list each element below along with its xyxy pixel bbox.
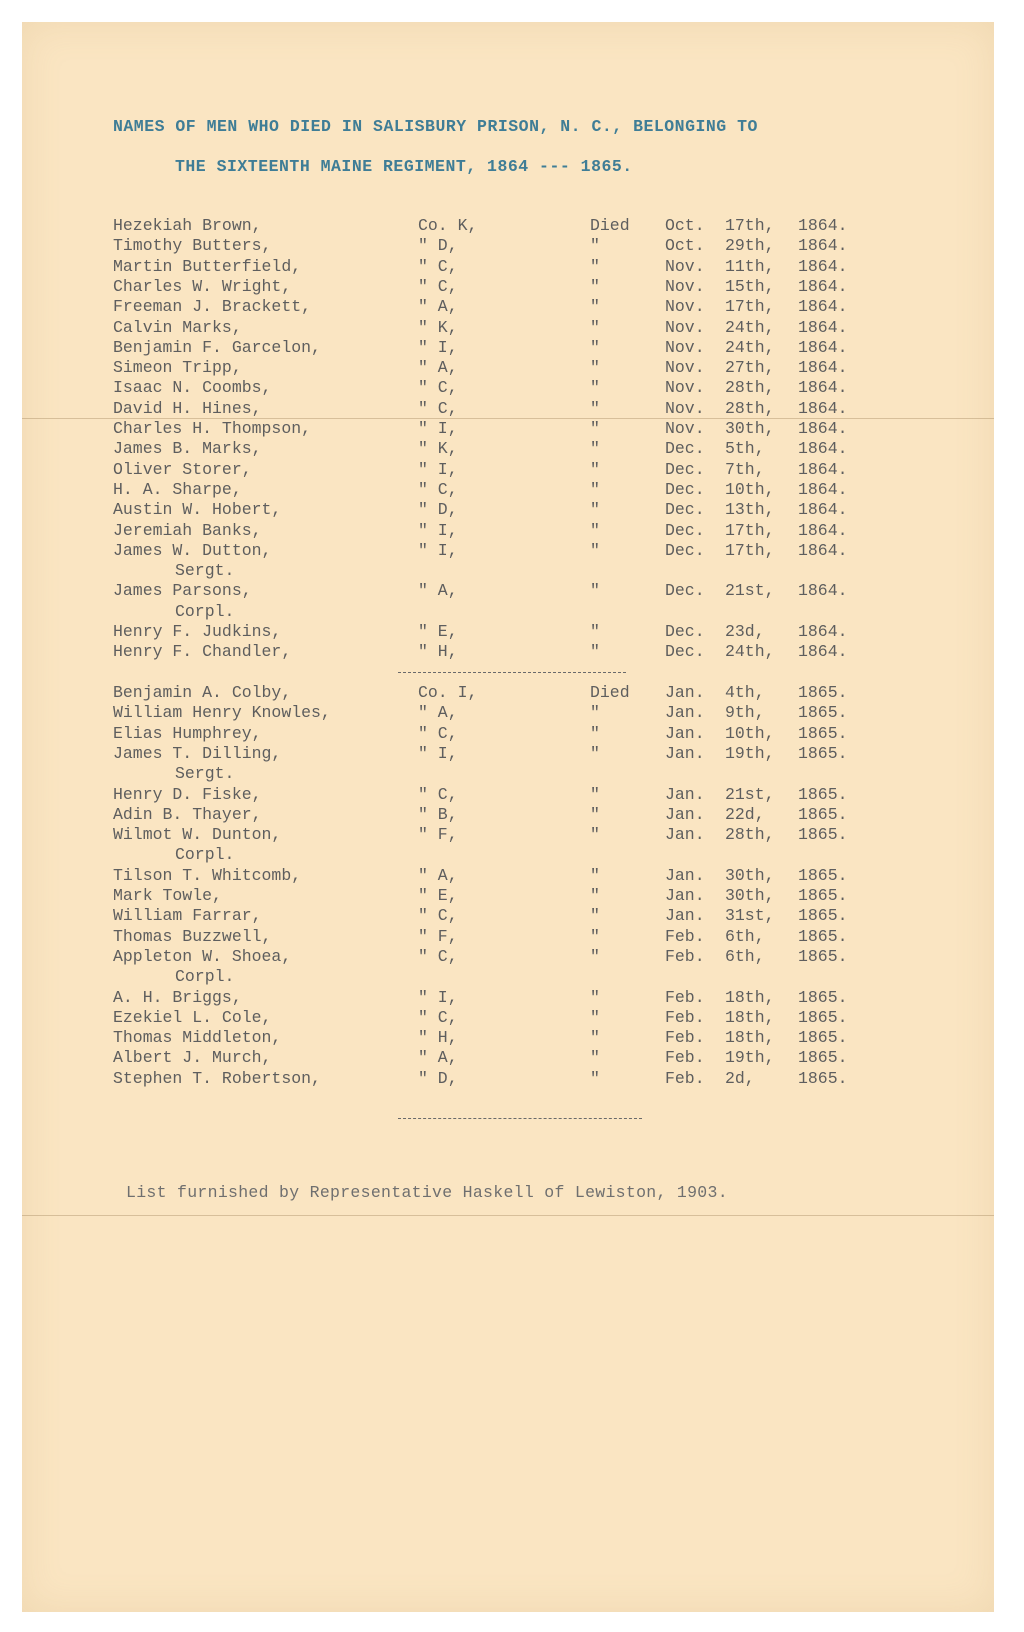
death-year: 1865. <box>798 825 848 845</box>
death-day: 18th, <box>725 1007 775 1027</box>
died-label: " <box>590 1048 600 1068</box>
soldier-name: James B. Marks, <box>113 439 262 459</box>
end-separator <box>398 1118 642 1119</box>
company: " C, <box>418 479 458 499</box>
died-label: " <box>590 459 600 479</box>
roster-row <box>0 785 1024 805</box>
death-month: Dec. <box>665 622 705 641</box>
death-month: Dec. <box>665 581 705 601</box>
soldier-name: James T. Dilling, <box>113 743 282 763</box>
death-year: 1864. <box>798 256 848 276</box>
soldier-name: Calvin Marks, <box>113 317 242 337</box>
death-month: Jan. <box>665 784 705 804</box>
death-year: 1864. <box>798 378 848 398</box>
company: " I, <box>418 459 458 479</box>
death-month: Nov. <box>665 256 705 276</box>
death-month: Feb. <box>665 1068 705 1088</box>
died-label: " <box>590 256 600 276</box>
death-month: Oct. <box>665 236 705 256</box>
soldier-name: Henry D. Fiske, <box>113 784 262 804</box>
company: Co. K, <box>418 216 478 235</box>
soldier-name: Oliver Storer, <box>113 459 252 479</box>
death-month: Jan. <box>665 743 705 763</box>
roster-row <box>0 906 1024 926</box>
soldier-name: Appleton W. Shoea, <box>113 946 292 966</box>
roster-row <box>0 257 1024 277</box>
company: " H, <box>418 1028 458 1048</box>
soldier-name: Thomas Buzzwell, <box>113 926 272 946</box>
death-year: 1865. <box>798 804 848 824</box>
death-year: 1865. <box>798 886 848 905</box>
soldier-name: Thomas Middleton, <box>113 1028 282 1048</box>
company: " D, <box>418 236 458 256</box>
death-month: Dec. <box>665 459 705 479</box>
death-year: 1864. <box>798 439 848 459</box>
death-month: Dec. <box>665 439 705 459</box>
roster-row <box>0 277 1024 297</box>
death-day: 17th, <box>725 540 775 560</box>
company: " C, <box>418 256 458 276</box>
death-year: 1864. <box>798 337 848 357</box>
death-year: 1864. <box>798 540 848 560</box>
soldier-name: Freeman J. Brackett, <box>113 297 312 317</box>
roster-row <box>0 419 1024 439</box>
company: " D, <box>418 500 458 520</box>
roster-row <box>0 378 1024 398</box>
death-year: 1864. <box>798 297 848 317</box>
death-month: Feb. <box>665 1007 705 1027</box>
roster-row <box>0 683 1024 703</box>
death-month: Feb. <box>665 946 705 966</box>
death-month: Jan. <box>665 906 705 926</box>
death-year: 1864. <box>798 642 848 662</box>
death-year: 1864. <box>798 500 848 520</box>
death-year: 1865. <box>798 1048 848 1068</box>
death-day: 19th, <box>725 1048 775 1068</box>
roster-row <box>0 886 1024 906</box>
died-label: " <box>590 276 600 296</box>
died-label: " <box>590 337 600 357</box>
death-year: 1865. <box>798 906 848 926</box>
section-separator <box>398 672 626 673</box>
company: " I, <box>418 540 458 560</box>
roster-row <box>0 338 1024 358</box>
death-day: 6th, <box>725 926 765 946</box>
death-month: Nov. <box>665 419 705 438</box>
company: " C, <box>418 378 458 398</box>
soldier-rank: Corpl. <box>175 601 235 621</box>
death-day: 28th, <box>725 825 775 845</box>
soldier-name: William Henry Knowles, <box>113 703 331 723</box>
company: " F, <box>418 926 458 946</box>
death-year: 1864. <box>798 459 848 479</box>
death-year: 1864. <box>798 581 848 601</box>
death-year: 1864. <box>798 236 848 256</box>
death-month: Dec. <box>665 479 705 499</box>
death-month: Nov. <box>665 398 705 418</box>
roster-row <box>0 399 1024 419</box>
died-label: " <box>590 1007 600 1027</box>
roster-row <box>0 1028 1024 1048</box>
soldier-name: Timothy Butters, <box>113 236 272 256</box>
soldier-name: Charles W. Wright, <box>113 276 292 296</box>
died-label: " <box>590 398 600 418</box>
roster-row <box>0 805 1024 825</box>
death-year: 1864. <box>798 479 848 499</box>
death-month: Feb. <box>665 926 705 946</box>
company: " H, <box>418 642 458 662</box>
death-day: 13th, <box>725 500 775 520</box>
soldier-name: Jeremiah Banks, <box>113 520 262 540</box>
death-day: 18th, <box>725 987 775 1007</box>
roster-row <box>0 521 1024 541</box>
death-month: Nov. <box>665 378 705 398</box>
company: " A, <box>418 297 458 317</box>
soldier-rank: Corpl. <box>175 967 235 987</box>
roster-row <box>0 988 1024 1008</box>
died-label: " <box>590 479 600 499</box>
soldier-name: David H. Hines, <box>113 398 262 418</box>
company: " C, <box>418 398 458 418</box>
death-day: 11th, <box>725 256 775 276</box>
died-label: " <box>590 825 600 845</box>
roster-row <box>0 825 1024 845</box>
company: " I, <box>418 337 458 357</box>
death-month: Nov. <box>665 297 705 317</box>
roster-row <box>0 1048 1024 1068</box>
died-label: " <box>590 784 600 804</box>
roster-row <box>0 1008 1024 1028</box>
company: Co. I, <box>418 683 478 702</box>
death-year: 1865. <box>798 987 848 1007</box>
soldier-name: Hezekiah Brown, <box>113 216 262 235</box>
death-year: 1865. <box>798 926 848 946</box>
death-year: 1865. <box>798 946 848 966</box>
death-day: 30th, <box>725 865 775 885</box>
death-day: 30th, <box>725 419 775 438</box>
roster-row <box>0 318 1024 338</box>
died-label: " <box>590 419 600 438</box>
died-label: " <box>590 439 600 459</box>
company: " C, <box>418 906 458 926</box>
death-day: 24th, <box>725 337 775 357</box>
death-day: 7th, <box>725 459 765 479</box>
died-label: " <box>590 865 600 885</box>
soldier-name: Benjamin F. Garcelon, <box>113 337 321 357</box>
death-month: Feb. <box>665 1028 705 1048</box>
company: " C, <box>418 1007 458 1027</box>
death-day: 9th, <box>725 703 765 723</box>
death-year: 1864. <box>798 622 848 641</box>
death-day: 28th, <box>725 378 775 398</box>
death-day: 17th, <box>725 216 775 235</box>
soldier-name: James Parsons, <box>113 581 252 601</box>
death-day: 5th, <box>725 439 765 459</box>
death-year: 1865. <box>798 1068 848 1088</box>
roster-row <box>0 439 1024 459</box>
roster-row <box>0 642 1024 662</box>
company: " A, <box>418 358 458 378</box>
death-day: 21st, <box>725 581 775 601</box>
document-title: NAMES OF MEN WHO DIED IN SALISBURY PRISON, N. C., BELONGING TO <box>113 117 758 136</box>
death-day: 31st, <box>725 906 775 926</box>
died-label: " <box>590 520 600 540</box>
company: " B, <box>418 804 458 824</box>
company: " F, <box>418 825 458 845</box>
roster-row <box>0 358 1024 378</box>
death-month: Jan. <box>665 825 705 845</box>
soldier-rank: Sergt. <box>175 561 235 581</box>
company: " I, <box>418 520 458 540</box>
company: " A, <box>418 703 458 723</box>
company: " A, <box>418 865 458 885</box>
died-label: " <box>590 236 600 256</box>
death-day: 24th, <box>725 317 775 337</box>
death-month: Dec. <box>665 540 705 560</box>
died-label: " <box>590 378 600 398</box>
death-year: 1864. <box>798 520 848 540</box>
died-label: " <box>590 743 600 763</box>
soldier-name: Henry F. Judkins, <box>113 622 282 641</box>
footer-note: List furnished by Representative Haskell of Lewiston, 1903. <box>126 1183 728 1202</box>
roster-row <box>0 866 1024 886</box>
died-label: Died <box>590 216 630 235</box>
died-label: " <box>590 703 600 723</box>
death-month: Jan. <box>665 804 705 824</box>
soldier-name: Austin W. Hobert, <box>113 500 282 520</box>
soldier-name: James W. Dutton, <box>113 540 272 560</box>
soldier-name: Benjamin A. Colby, <box>113 683 292 702</box>
soldier-name: Wilmot W. Dunton, <box>113 825 282 845</box>
death-year: 1865. <box>798 1007 848 1027</box>
death-year: 1864. <box>798 398 848 418</box>
death-month: Feb. <box>665 1048 705 1068</box>
soldier-name: Mark Towle, <box>113 886 222 905</box>
died-label: " <box>590 297 600 317</box>
soldier-rank: Corpl. <box>175 845 235 865</box>
roster-row <box>0 703 1024 723</box>
company: " A, <box>418 581 458 601</box>
company: " C, <box>418 784 458 804</box>
soldier-name: Martin Butterfield, <box>113 256 302 276</box>
death-day: 10th, <box>725 723 775 743</box>
death-month: Nov. <box>665 358 705 378</box>
death-day: 2d, <box>725 1068 755 1088</box>
death-year: 1865. <box>798 683 848 702</box>
document-subtitle: THE SIXTEENTH MAINE REGIMENT, 1864 --- 1865. <box>175 157 633 176</box>
death-day: 22d, <box>725 804 765 824</box>
death-month: Feb. <box>665 987 705 1007</box>
company: " A, <box>418 1048 458 1068</box>
died-label: " <box>590 1068 600 1088</box>
company: " K, <box>418 439 458 459</box>
died-label: " <box>590 946 600 966</box>
death-month: Jan. <box>665 723 705 743</box>
death-day: 10th, <box>725 479 775 499</box>
died-label: " <box>590 987 600 1007</box>
roster-row <box>0 297 1024 317</box>
died-label: Died <box>590 683 630 702</box>
died-label: " <box>590 500 600 520</box>
soldier-name: H. A. Sharpe, <box>113 479 242 499</box>
company: " C, <box>418 723 458 743</box>
roster-row <box>0 480 1024 500</box>
died-label: " <box>590 642 600 662</box>
death-month: Oct. <box>665 216 705 235</box>
death-year: 1864. <box>798 216 848 235</box>
roster-row <box>0 947 1024 967</box>
fold-line-lower <box>22 1215 994 1216</box>
company: " I, <box>418 987 458 1007</box>
roster-row <box>0 744 1024 764</box>
roster-row <box>0 236 1024 256</box>
soldier-name: William Farrar, <box>113 906 262 926</box>
roster-row <box>0 460 1024 480</box>
death-year: 1865. <box>798 703 848 723</box>
soldier-rank: Sergt. <box>175 764 235 784</box>
death-month: Jan. <box>665 703 705 723</box>
death-day: 4th, <box>725 683 765 702</box>
died-label: " <box>590 906 600 926</box>
died-label: " <box>590 723 600 743</box>
death-day: 24th, <box>725 642 775 662</box>
soldier-name: Tilson T. Whitcomb, <box>113 865 302 885</box>
soldier-name: Stephen T. Robertson, <box>113 1068 321 1088</box>
death-month: Jan. <box>665 865 705 885</box>
death-year: 1865. <box>798 784 848 804</box>
soldier-name: Albert J. Murch, <box>113 1048 272 1068</box>
roster-row <box>0 622 1024 642</box>
died-label: " <box>590 886 600 905</box>
death-month: Nov. <box>665 276 705 296</box>
death-month: Nov. <box>665 317 705 337</box>
died-label: " <box>590 358 600 378</box>
died-label: " <box>590 540 600 560</box>
roster-row <box>0 1069 1024 1089</box>
died-label: " <box>590 804 600 824</box>
death-year: 1864. <box>798 317 848 337</box>
roster-row <box>0 216 1024 236</box>
company: " I, <box>418 419 458 438</box>
death-day: 29th, <box>725 236 775 256</box>
soldier-name: Adin B. Thayer, <box>113 804 262 824</box>
company: " I, <box>418 743 458 763</box>
roster-row <box>0 927 1024 947</box>
company: " C, <box>418 946 458 966</box>
death-year: 1864. <box>798 419 848 438</box>
death-month: Dec. <box>665 500 705 520</box>
roster-row <box>0 581 1024 601</box>
died-label: " <box>590 622 600 641</box>
death-year: 1865. <box>798 865 848 885</box>
soldier-name: Henry F. Chandler, <box>113 642 292 662</box>
death-day: 17th, <box>725 520 775 540</box>
death-year: 1865. <box>798 723 848 743</box>
death-day: 30th, <box>725 886 775 905</box>
company: " C, <box>418 276 458 296</box>
died-label: " <box>590 317 600 337</box>
death-day: 15th, <box>725 276 775 296</box>
company: " D, <box>418 1068 458 1088</box>
died-label: " <box>590 581 600 601</box>
death-day: 19th, <box>725 743 775 763</box>
roster-row <box>0 724 1024 744</box>
soldier-name: Elias Humphrey, <box>113 723 262 743</box>
roster-row <box>0 541 1024 561</box>
death-month: Dec. <box>665 520 705 540</box>
death-month: Nov. <box>665 337 705 357</box>
soldier-name: Ezekiel L. Cole, <box>113 1007 272 1027</box>
death-month: Dec. <box>665 642 705 662</box>
company: " E, <box>418 886 458 905</box>
soldier-name: Simeon Tripp, <box>113 358 242 378</box>
death-day: 23d, <box>725 622 765 641</box>
death-year: 1864. <box>798 358 848 378</box>
soldier-name: A. H. Briggs, <box>113 987 242 1007</box>
death-year: 1865. <box>798 743 848 763</box>
soldier-name: Isaac N. Coombs, <box>113 378 272 398</box>
death-day: 28th, <box>725 398 775 418</box>
death-day: 27th, <box>725 358 775 378</box>
death-day: 18th, <box>725 1028 775 1048</box>
death-month: Jan. <box>665 886 705 905</box>
death-day: 21st, <box>725 784 775 804</box>
died-label: " <box>590 1028 600 1048</box>
roster-row <box>0 500 1024 520</box>
died-label: " <box>590 926 600 946</box>
soldier-name: Charles H. Thompson, <box>113 419 312 438</box>
death-day: 17th, <box>725 297 775 317</box>
death-day: 6th, <box>725 946 765 966</box>
death-year: 1865. <box>798 1028 848 1048</box>
death-month: Jan. <box>665 683 705 702</box>
company: " K, <box>418 317 458 337</box>
company: " E, <box>418 622 458 641</box>
death-year: 1864. <box>798 276 848 296</box>
